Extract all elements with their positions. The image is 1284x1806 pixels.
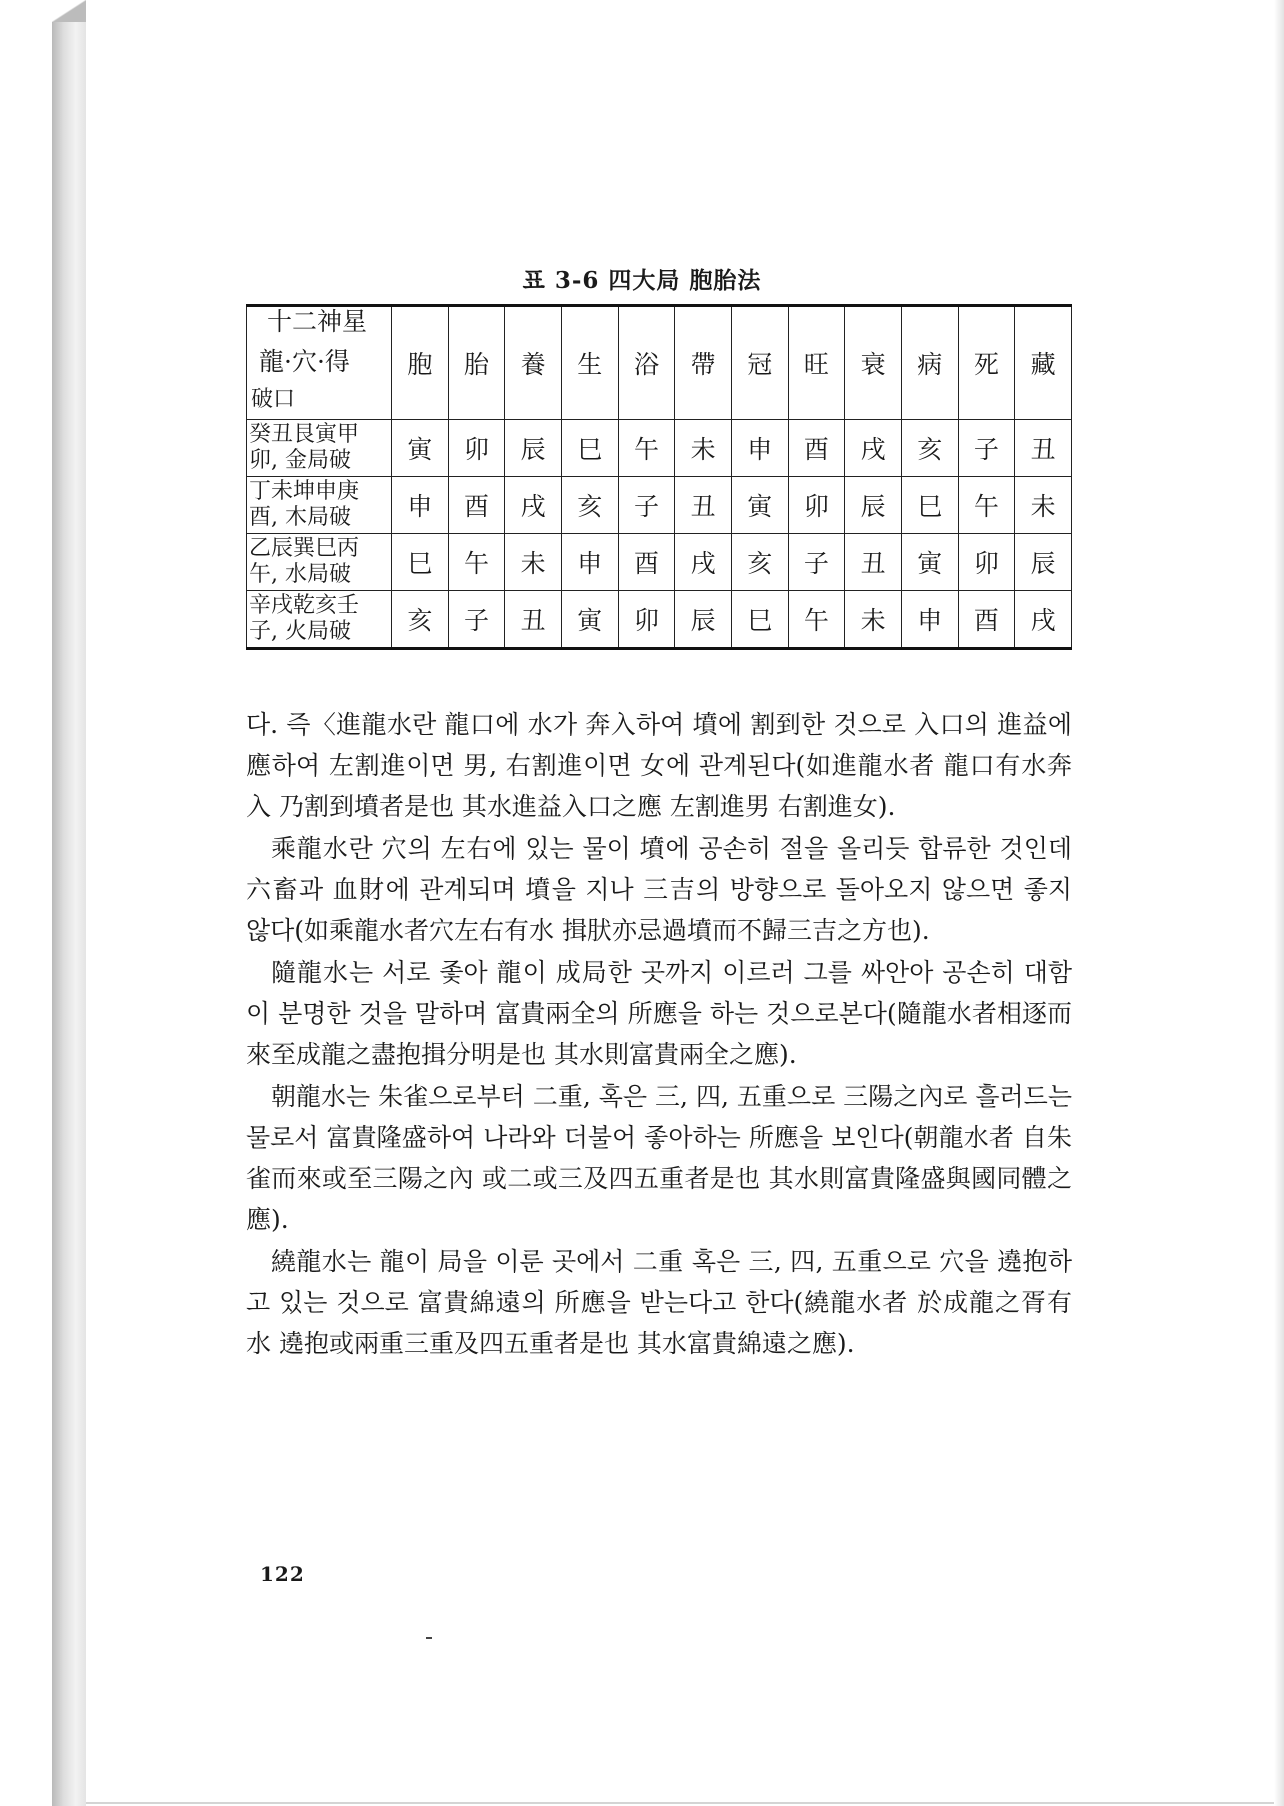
- column-header: 帶: [675, 306, 732, 420]
- table-cell: 戌: [675, 534, 732, 591]
- table-cell: 丑: [505, 591, 562, 649]
- table-cell: 酉: [618, 534, 675, 591]
- row-label: [247, 477, 392, 534]
- table-cell: 申: [392, 477, 449, 534]
- paragraph: 다. 즉〈進龍水란 龍口에 水가 奔入하여 墳에 割到한 것으로 入口의 進益에 應하여 左割進이면 男, 右割進이면 女에 관계된다(如進龍水者 龍口有水奔入 乃割到墳者是也 其水進益入口之應 左割進男 右割進女).: [246, 710, 1072, 821]
- page-number: 122: [260, 1562, 305, 1586]
- table-caption: 표 3-6 四大局 胞胎法: [522, 267, 762, 294]
- paragraph: 朝龍水는 朱雀으로부터 二重, 혹은 三, 四, 五重으로 三陽之內로 흘러드는 물로서 富貴隆盛하여 나라와 더불어 좋아하는 所應을 보인다(朝龍水者 自朱雀而來或至三陽之內 或二或三及四五重者是也 其水則富貴隆盛與國同體之應).: [246, 1082, 1072, 1234]
- row-label-line: 辛戌乾亥壬: [249, 593, 360, 618]
- table-cell: 午: [958, 477, 1015, 534]
- body-text: [246, 704, 1072, 1365]
- table-cell: 酉: [448, 477, 505, 534]
- row-label-line: 酉, 木局破: [249, 505, 351, 530]
- page-corner: [52, 0, 86, 22]
- row-label-line: 丁未坤申庚: [249, 479, 360, 504]
- table-cell: 丑: [1015, 420, 1072, 477]
- table-cell: 亥: [901, 420, 958, 477]
- table-cell: 巳: [392, 534, 449, 591]
- row-label-line: 午, 水局破: [249, 562, 351, 587]
- table-cell: 酉: [788, 420, 845, 477]
- column-header: 病: [901, 306, 958, 420]
- table-cell: 子: [788, 534, 845, 591]
- table-cell: 亥: [731, 534, 788, 591]
- header-label-line: 十二神星: [267, 307, 368, 336]
- row-label-line: 癸丑艮寅甲: [249, 422, 360, 447]
- table-cell: 申: [901, 591, 958, 649]
- table-cell: 未: [845, 591, 902, 649]
- table-cell: 巳: [561, 420, 618, 477]
- header-label-line: 龍·穴·得: [259, 347, 350, 376]
- column-header: 浴: [618, 306, 675, 420]
- table-cell: 卯: [618, 591, 675, 649]
- column-header: 冠: [731, 306, 788, 420]
- table-header-row: [247, 306, 1072, 420]
- table-cell: 申: [731, 420, 788, 477]
- row-label-line: 子, 火局破: [249, 619, 351, 644]
- table-cell: 子: [618, 477, 675, 534]
- table-cell: 寅: [901, 534, 958, 591]
- paragraph: 乘龍水란 穴의 左右에 있는 물이 墳에 공손히 절을 올리듯 합류한 것인데 六畜과 血財에 관계되며 墳을 지나 三吉의 방향으로 돌아오지 않으면 좋지 않다(如乘龍水者穴左右有水 揖肰亦忌過墳而不歸三吉之方也).: [246, 834, 1072, 945]
- table-cell: 卯: [788, 477, 845, 534]
- table-cell: 寅: [392, 420, 449, 477]
- column-header: 旺: [788, 306, 845, 420]
- column-header: 衰: [845, 306, 902, 420]
- table-cell: 申: [561, 534, 618, 591]
- table-cell: 午: [788, 591, 845, 649]
- row-label: [247, 591, 392, 649]
- table-cell: 未: [675, 420, 732, 477]
- table-cell: 酉: [958, 591, 1015, 649]
- table-cell: 寅: [561, 591, 618, 649]
- table-cell: 寅: [731, 477, 788, 534]
- table-cell: 巳: [731, 591, 788, 649]
- pao-tai-table: [246, 304, 1072, 650]
- column-header: 藏: [1015, 306, 1072, 420]
- row-label: [247, 420, 392, 477]
- table-cell: 巳: [901, 477, 958, 534]
- table-cell: 辰: [1015, 534, 1072, 591]
- table-cell: 戌: [1015, 591, 1072, 649]
- page-bottom-edge: [86, 1802, 1274, 1804]
- row-label: [247, 534, 392, 591]
- table-cell: 卯: [958, 534, 1015, 591]
- table-cell: 辰: [845, 477, 902, 534]
- print-speck: [426, 1637, 432, 1639]
- table-row: [247, 534, 1072, 591]
- table-row: [247, 477, 1072, 534]
- row-label-line: 卯, 金局破: [249, 448, 351, 473]
- column-header: 胎: [448, 306, 505, 420]
- table-cell: 辰: [505, 420, 562, 477]
- column-header: 養: [505, 306, 562, 420]
- column-header: 胞: [392, 306, 449, 420]
- table-row: [247, 591, 1072, 649]
- table-cell: 丑: [845, 534, 902, 591]
- column-header: 生: [561, 306, 618, 420]
- table-cell: 戌: [505, 477, 562, 534]
- header-label-line: 破口: [251, 387, 296, 412]
- table-cell: 辰: [675, 591, 732, 649]
- header-label-cell: [247, 306, 392, 420]
- row-label-line: 乙辰巽巳丙: [249, 536, 360, 561]
- table-cell: 未: [1015, 477, 1072, 534]
- column-header: 死: [958, 306, 1015, 420]
- table-cell: 未: [505, 534, 562, 591]
- table-cell: 子: [958, 420, 1015, 477]
- table-cell: 子: [448, 591, 505, 649]
- table-row: [247, 420, 1072, 477]
- paragraph: 隨龍水는 서로 좇아 龍이 成局한 곳까지 이르러 그를 싸안아 공손히 대함이 분명한 것을 말하며 富貴兩全의 所應을 하는 것으로본다(隨龍水者相逐而來至成龍之盡抱揖分明是也 其水則富貴兩全之應).: [246, 958, 1072, 1069]
- table-cell: 卯: [448, 420, 505, 477]
- table-cell: 丑: [675, 477, 732, 534]
- table-cell: 亥: [561, 477, 618, 534]
- table-cell: 午: [618, 420, 675, 477]
- table-cell: 亥: [392, 591, 449, 649]
- table-cell: 戌: [845, 420, 902, 477]
- paragraph: 繞龍水는 龍이 局을 이룬 곳에서 二重 혹은 三, 四, 五重으로 穴을 遶抱하고 있는 것으로 富貴綿遠의 所應을 받는다고 한다(繞龍水者 於成龍之胥有水 遶抱或兩重三重及四五重者是也 其水富貴綿遠之應).: [246, 1247, 1072, 1358]
- table-cell: 午: [448, 534, 505, 591]
